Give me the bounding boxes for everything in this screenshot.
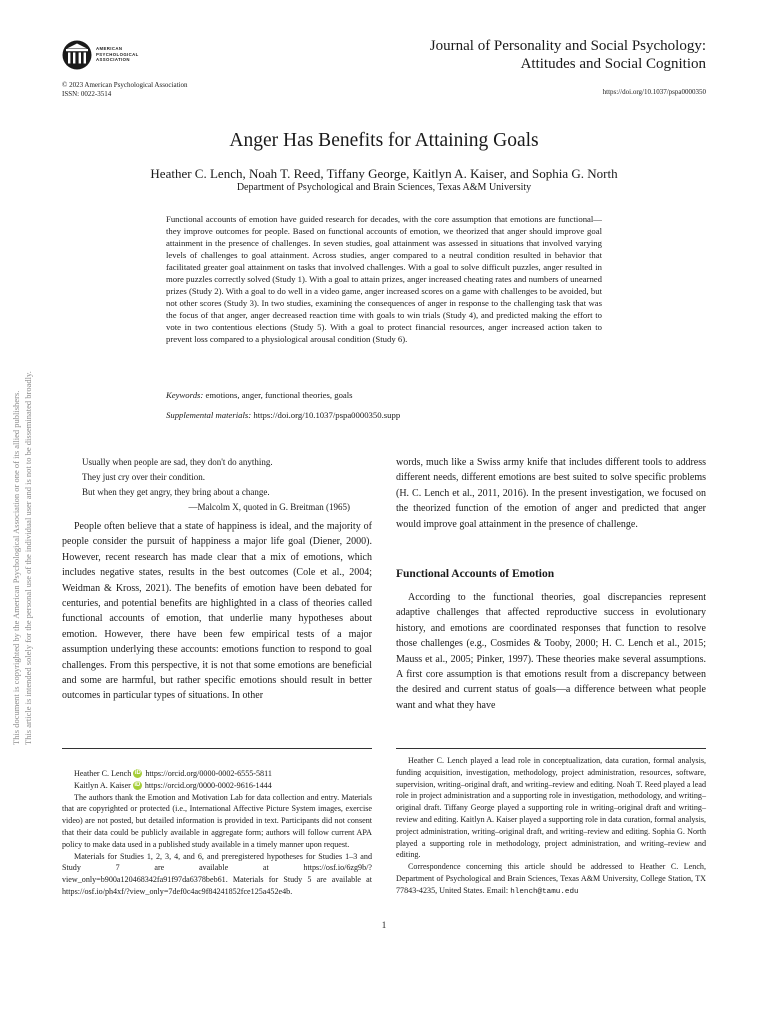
keywords-label: Keywords: <box>166 390 204 400</box>
orcid-entry <box>62 780 372 792</box>
body-paragraph: People often believe that a state of happiness is ideal, and the majority of people consider the pursuit of happiness a major life goal (Diener, 2000). However, recent research has made clear that a mix of emotions, which includes negative states, results in the best outcomes (Cole et al., 2004; Weidman & Kross, 2021). The benefits of emotion have been debated for centuries, and potential benefits are highlighted in a class of theories called functional accounts of emotion, that underlie many hypotheses about emotion. However, there have been few empirical tests of a major assumption underlying these accounts: emotions function to respond to goal challenges. From this perspective, it is not that some emotions are beneficial and some are harmful, but rather specific emotions should result in better outcomes in particular types of situations. In other <box>62 521 372 702</box>
issn-line: ISSN: 0022-3514 <box>62 89 112 98</box>
copyright-block <box>62 81 187 98</box>
author-note-left <box>62 768 372 898</box>
apa-logo <box>62 40 172 70</box>
copyright-sidebar <box>10 145 34 745</box>
orcid-author-name: Heather C. Lench <box>74 769 132 778</box>
body-paragraph: words, much like a Swiss army knife that includes different tools to address different needs, different emotions are best suited to solve specific problems (H. C. Lench et al., 2011, 2016). In the present investigation, we focused on the theorized function of the emotion of anger and predicted that anger would improve goal attainment in the presence of challenge. <box>396 457 706 530</box>
supplemental-link[interactable]: https://doi.org/10.1037/pspa0000350.supp <box>253 410 401 420</box>
apa-logo-icon <box>62 40 92 70</box>
body-paragraph: According to the functional theories, goal discrepancies represent adaptive challenges that affected reproductive success in evolutionary history, and emotions are coordinated responses that function to resolve those challenges (e.g., Cosmides & Tooby, 2000; H. C. Lench et al., 2015; Mauss et al., 2005; Pinker, 1997). These theories make several assumptions. A first core assumption is that emotions result from a discrepancy between the desired and current status of goals—a difference between what people want and what they have <box>396 592 706 711</box>
doi-link[interactable]: https://doi.org/10.1037/pspa0000350 <box>602 88 706 96</box>
keywords-value: emotions, anger, functional theories, goals <box>205 390 353 400</box>
orcid-link[interactable]: https://orcid.org/0000-0002-9616-1444 <box>144 780 272 790</box>
author-affiliation: Department of Psychological and Brain Sciences, Texas A&M University <box>236 182 532 193</box>
epigraph-line: Usually when people are sad, they don't do anything. <box>82 457 273 467</box>
author-note-right <box>396 755 706 899</box>
footnote-divider <box>62 748 372 749</box>
article-authors: Heather C. Lench, Noah T. Reed, Tiffany George, Kaitlyn A. Kaiser, and Sophia G. North <box>150 166 618 181</box>
correspondence-text: Correspondence concerning this article should be addressed to Heather C. Lench, Department of Psychological and Brain Sciences, Texas A&M University, College Station, TX 77843-4235, United States. Email: <box>396 862 706 895</box>
contributions-note: Heather C. Lench played a lead role in conceptualization, data curation, formal analysis, funding acquisition, investigation, methodology, project administration, resources, software, supervision, writing–original draft, and writing–review and editing. Noah T. Reed played a lead role in project administration and a supporting role in investigation, methodology, and writing–original draft. Tiffany George played a supporting role in writing–original draft and writing–review and editing. Kaitlyn A. Kaiser played a supporting role in data curation, formal analysis, project administration, writing–original draft, and writing–review and editing. Sophia G. North played a supporting role in methodology, project administration, and writing–review and editing. <box>396 756 706 860</box>
orcid-entry <box>62 768 372 780</box>
materials-note: Materials for Studies 1, 2, 3, 4, and 6, and preregistered hypotheses for Studies 1–3 and Study 7 are available at https://osf.io/6zg9b/?view_only=b900a120468342fa91f97da6378beb61. Materials for Study 5 are available at https://osf.io/ph4xf/?view_only=7def0c4ac9f84241852fce125a452e4b. <box>62 851 372 896</box>
copyright-sidebar-line: This document is copyrighted by the American Psychological Association or one of its allied publishers. <box>11 390 21 745</box>
acknowledgment-note: The authors thank the Emotion and Motivation Lab for data collection and entry. Materials that are copyrighted or protected (i.e., International Affective Picture System images, exercise video) are not posted, but detailed information is provided in text. Participants did not consent that their data could be publicly available in aggregate form; authors will follow current APA policy to make data used in a published study available in a timely manner upon request. <box>62 792 372 849</box>
epigraph-attribution: —Malcolm X, quoted in G. Breitman (1965) <box>188 502 350 512</box>
orcid-icon[interactable]: iD <box>134 770 141 777</box>
orcid-author-name: Kaitlyn A. Kaiser <box>74 780 131 790</box>
orcid-icon[interactable]: iD <box>134 781 141 788</box>
epigraph <box>82 455 350 515</box>
copyright-line: © 2023 American Psychological Association <box>62 81 188 89</box>
article-title: Anger Has Benefits for Attaining Goals <box>229 130 539 151</box>
correspondence-email[interactable]: hlench@tamu.edu <box>510 887 579 896</box>
keywords <box>166 390 602 400</box>
page-number: 1 <box>381 920 387 930</box>
abstract: Functional accounts of emotion have guided research for decades, with the core assumption that emotions are functional—they improve outcomes for people. Based on functional accounts of emotion, we theorized that anger should improve goal attainment in the presence of challenges. In seven studies, goal attainment was assessed in situations that involved varying levels of challenges to goal attainment. Across studies, anger compared to a neutral condition resulted in behavior that facilitated greater goal attainment on tasks that involved challenges. With a goal to solve difficult puzzles, anger resulted in more puzzles correctly solved (Study 1). With a goal to attain prizes, anger increased cheating rates and numbers of unearned prizes (Study 2). With a goal to do well in a video game, anger increased scores on a game with challenges to be avoided, but not other scores (Study 3). In two studies, examining the consequences of anger in response to the challenging task that was the focus of that anger, anger decreased reaction time with goals to win trials (Study 4), and predicted making the effort to vote in two contentious elections (Study 5). With a goal to protect financial resources, anger increased action taken to prevent loss compared to a physiological arousal condition (Study 6). <box>166 214 602 344</box>
copyright-sidebar-line: This article is intended solely for the personal use of the individual user and is not to be disseminated broadly. <box>23 371 33 745</box>
epigraph-line: But when they get angry, they bring about a change. <box>82 487 270 497</box>
supplemental-label: Supplemental materials: <box>166 410 252 420</box>
supplemental-materials <box>166 410 602 420</box>
apa-logo-text: AMERICAN PSYCHOLOGICAL ASSOCIATION <box>96 46 139 63</box>
orcid-link[interactable]: https://orcid.org/0000-0002-6555-5811 <box>145 769 272 778</box>
correspondence-note <box>396 861 706 898</box>
journal-name: Journal of Personality and Social Psychology: Attitudes and Social Cognition <box>429 38 706 72</box>
footnote-divider <box>396 748 706 749</box>
section-heading: Functional Accounts of Emotion <box>396 568 555 580</box>
epigraph-line: They just cry over their condition. <box>82 472 205 482</box>
